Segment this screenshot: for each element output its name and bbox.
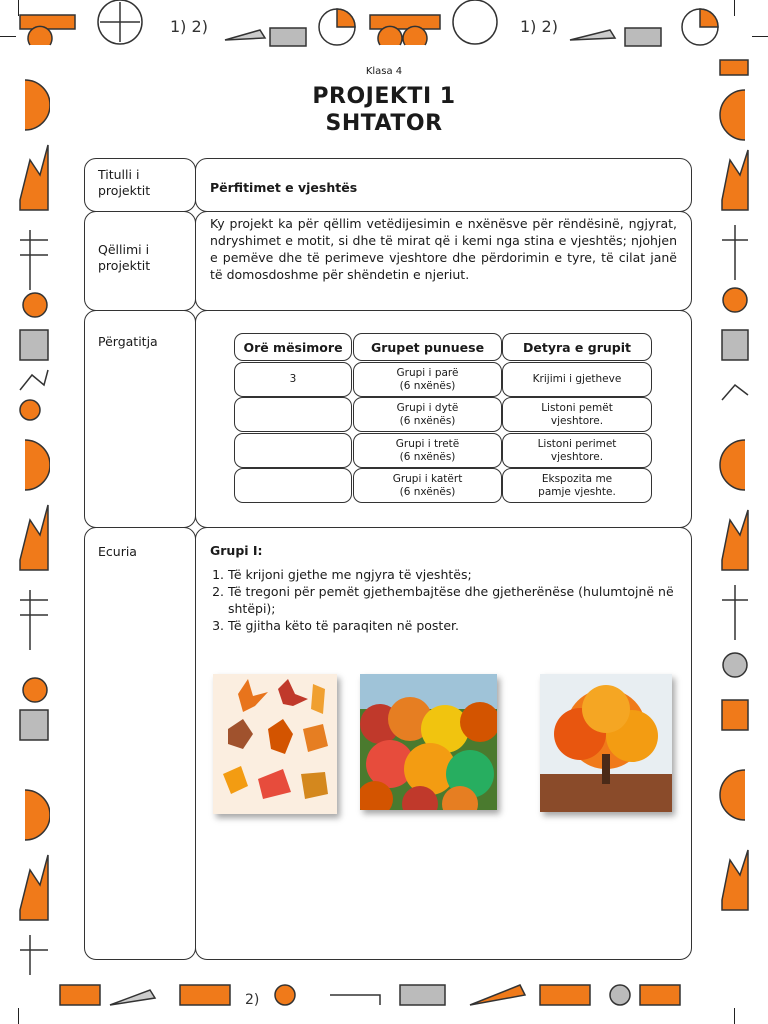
flow-list	[210, 566, 677, 634]
svg-text:2): 2)	[245, 992, 260, 1008]
autumn-tree-photo	[540, 674, 672, 812]
svg-text:1) 2): 1) 2)	[170, 17, 208, 36]
prep-group-cell: Grupi i tretë (6 nxënës)	[353, 433, 502, 468]
goal-value: Ky projekt ka për qëllim vetëdijesimin e nxënësve për rëndësinë, ngjyrat, ndryshimet e motit, si dhe të mirat që i kemi nga stina e vjeshtës; njohjen e pemëve dhe të perimeve vjeshtore dhe përdorimin e tyre, të cilat janë të domosdoshme për shëndetin e njeriut.	[210, 216, 677, 282]
title-label-cell	[84, 158, 196, 212]
prep-hours-cell: 3	[234, 362, 352, 397]
prep-header-groups: Grupet punuese	[353, 333, 502, 361]
svg-text:1) 2): 1) 2)	[520, 17, 558, 36]
title-value-cell	[195, 158, 692, 212]
prep-group-cell: Grupi i dytë (6 nxënës)	[353, 397, 502, 432]
flow-item: 3. Të gjitha këto të paraqiten në poster.	[228, 617, 677, 634]
prep-task-cell: Krijimi i gjetheve	[502, 362, 652, 397]
class-label: Klasa 4	[365, 66, 403, 77]
flow-label-cell	[84, 527, 196, 960]
flow-item: 1. Të krijoni gjethe me ngjyra të vjeshtës;	[228, 566, 677, 583]
prep-header-hours: Orë mësimore	[234, 333, 352, 361]
title-line-2: SHTATOR	[325, 111, 443, 136]
prep-group-cell: Grupi i katërt (6 nxënës)	[353, 468, 502, 503]
prep-hours-cell	[234, 468, 352, 503]
autumn-leaves-photo	[213, 674, 337, 814]
prep-task-cell: Listoni pemët vjeshtore.	[502, 397, 652, 432]
flow-heading: Grupi I:	[210, 543, 263, 558]
goal-value-cell	[195, 211, 692, 311]
title-label: Titulli i projektit	[98, 167, 151, 198]
prep-group-cell: Grupi i parë (6 nxënës)	[353, 362, 502, 397]
title-line-1: PROJEKTI 1	[312, 84, 456, 109]
prep-task-cell: Ekspozita me pamje vjeshte.	[502, 468, 652, 503]
prep-task-cell: Listoni perimet vjeshtore.	[502, 433, 652, 468]
prep-hours-cell	[234, 397, 352, 432]
title-value: Përfitimet e vjeshtës	[210, 180, 358, 195]
goal-label-cell	[84, 211, 196, 311]
prep-hours-cell	[234, 433, 352, 468]
page-title	[0, 83, 768, 137]
prep-label-cell	[84, 310, 196, 528]
flow-item: 2. Të tregoni për pemët gjethembajtëse dhe gjetherënëse (hulumtojnë në shtëpi);	[228, 583, 677, 617]
goal-label: Qëllimi i projektit	[98, 242, 151, 273]
prep-header-tasks: Detyra e grupit	[502, 333, 652, 361]
prep-label: Përgatitja	[98, 334, 158, 349]
flow-label: Ecuria	[98, 544, 137, 559]
autumn-forest-photo	[360, 674, 497, 810]
